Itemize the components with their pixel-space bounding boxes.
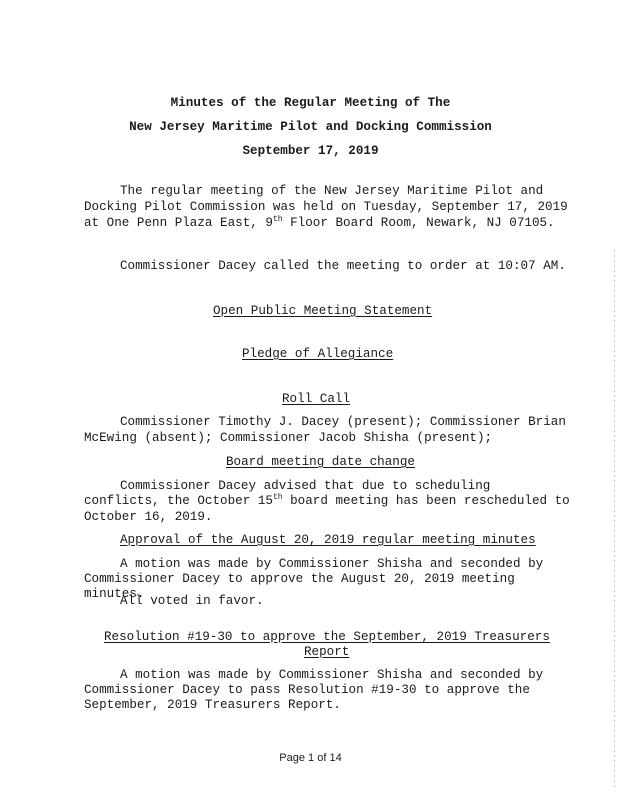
document-title-line-1: Minutes of the Regular Meeting of The xyxy=(170,96,451,110)
date-change-line-1: Commissioner Dacey advised that due to scheduling xyxy=(120,479,491,493)
date-change-line-3: October 16, 2019. xyxy=(84,510,213,524)
approval-line-3: minutes. xyxy=(84,587,145,601)
approval-line-1: A motion was made by Commissioner Shisha and seconded by xyxy=(120,557,544,571)
document-title-line-2: New Jersey Maritime Pilot and Docking Commission xyxy=(129,120,492,134)
heading-roll-call: Roll Call xyxy=(282,392,351,406)
intro-line-3: at One Penn Plaza East, 9th Floor Board Room, Newark, NJ 07105. xyxy=(84,214,555,230)
resolution-line-3: September, 2019 Treasurers Report. xyxy=(84,698,341,712)
intro-line-1: The regular meeting of the New Jersey Maritime Pilot and xyxy=(120,184,544,198)
resolution-line-1: A motion was made by Commissioner Shisha and seconded by xyxy=(120,668,544,682)
heading-resolution-line-2: Report xyxy=(304,645,350,659)
date-change-line-2: conflicts, the October 15th board meeting has been rescheduled to xyxy=(84,492,570,508)
heading-approval-of-minutes: Approval of the August 20, 2019 regular meeting minutes xyxy=(120,533,536,547)
meeting-date: September 17, 2019 xyxy=(242,144,379,158)
heading-pledge-of-allegiance: Pledge of Allegiance xyxy=(242,347,394,361)
heading-resolution-line-1: Resolution #19-30 to approve the September, 2019 Treasurers xyxy=(104,630,550,644)
scan-edge-artifact xyxy=(614,250,615,790)
roll-call-line-2: McEwing (absent); Commissioner Jacob Shisha (present); xyxy=(84,431,493,445)
intro-line-2: Docking Pilot Commission was held on Tuesday, September 17, 2019 xyxy=(84,200,568,214)
call-to-order: Commissioner Dacey called the meeting to order at 10:07 AM. xyxy=(120,259,566,273)
resolution-line-2: Commissioner Dacey to pass Resolution #19-30 to approve the xyxy=(84,683,530,697)
page-number: Page 1 of 14 xyxy=(279,752,342,764)
approval-line-2: Commissioner Dacey to approve the August 20, 2019 meeting xyxy=(84,572,515,586)
roll-call-line-1: Commissioner Timothy J. Dacey (present); Commissioner Brian xyxy=(120,415,566,429)
heading-open-public-meeting: Open Public Meeting Statement xyxy=(213,304,433,318)
approval-line-4: All voted in favor. xyxy=(120,594,264,608)
heading-board-meeting-date-change: Board meeting date change xyxy=(226,455,415,469)
